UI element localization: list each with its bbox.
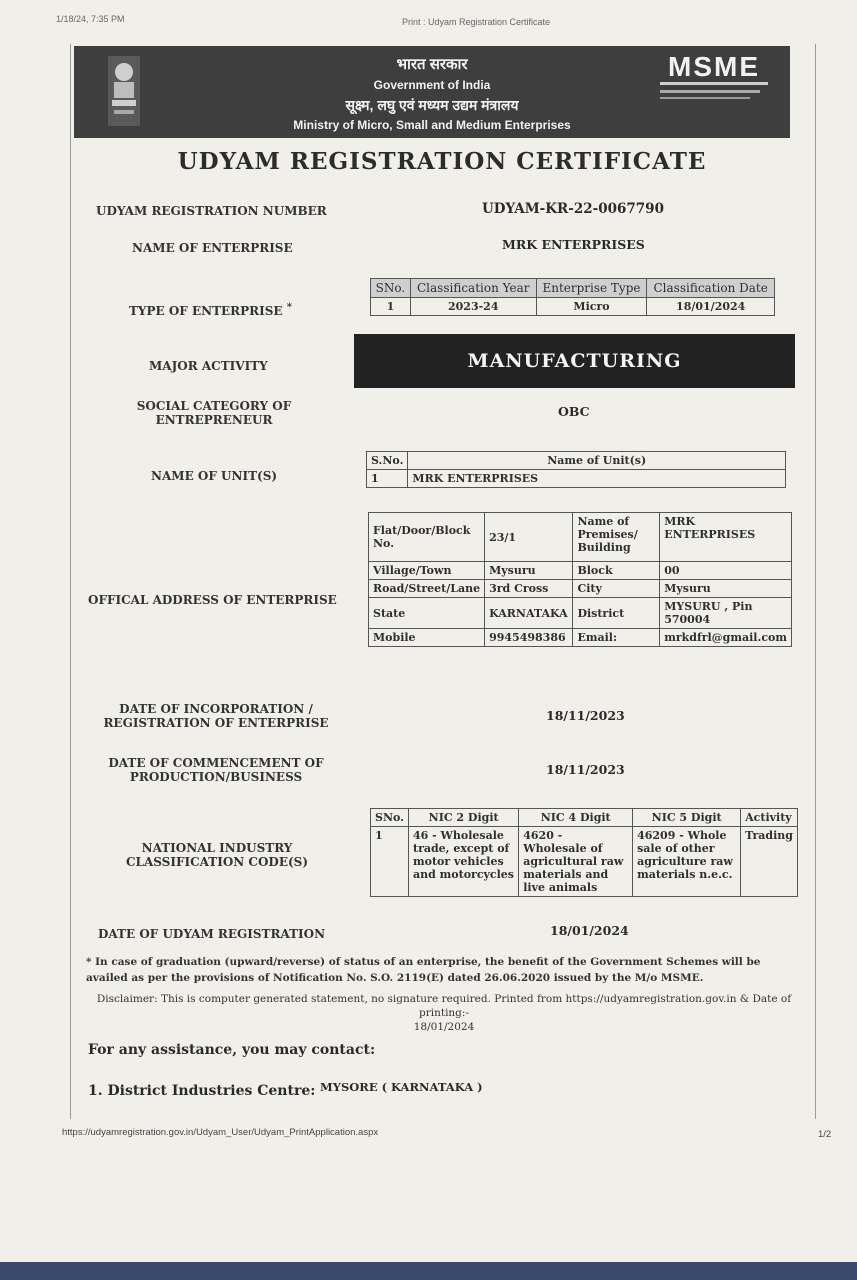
table-cell: District: [573, 598, 660, 629]
nic-label-line2: CLASSIFICATION CODE(S): [125, 855, 309, 869]
footer-page-number: 1/2: [818, 1129, 832, 1140]
nic-label-line1: NATIONAL INDUSTRY: [141, 841, 293, 855]
table-cell: 1: [371, 298, 411, 316]
table-cell: Mysuru: [485, 562, 573, 580]
table-row: [367, 470, 786, 488]
incorporation-date-label-line1: DATE OF INCORPORATION /: [119, 702, 313, 716]
ministry-text: Ministry of Micro, Small and Medium Enterprises: [293, 118, 571, 132]
reg-number-value: UDYAM-KR-22-0067790: [482, 201, 664, 217]
hindi-ministry-text: सूक्ष्म, लघु एवं मध्यम उद्यम मंत्रालय: [345, 97, 519, 113]
background-strip: [0, 1262, 857, 1280]
table-cell: Mobile: [369, 629, 485, 647]
certificate-title: UDYAM REGISTRATION CERTIFICATE: [177, 148, 707, 175]
table-header: Classification Year: [410, 279, 536, 298]
reg-number-label: UDYAM REGISTRATION NUMBER: [96, 204, 327, 218]
assistance-item-value: MYSORE ( KARNATAKA ): [320, 1080, 483, 1094]
table-header: Enterprise Type: [536, 279, 647, 298]
enterprise-name-value: MRK ENTERPRISES: [502, 237, 645, 252]
commencement-date-label-line2: PRODUCTION/BUSINESS: [129, 770, 303, 784]
table-row: [369, 562, 792, 580]
table-cell: Mysuru: [660, 580, 792, 598]
nic-table: [370, 808, 798, 897]
table-cell: 46209 - Whole sale of other agriculture raw materials n.e.c.: [633, 827, 741, 897]
enterprise-type-star: *: [286, 302, 293, 313]
table-header: Name of Unit(s): [408, 452, 786, 470]
msme-logo-text: MSME: [668, 51, 760, 82]
social-category-label-line1: SOCIAL CATEGORY OF: [136, 399, 292, 413]
table-cell: 9945498386: [485, 629, 573, 647]
incorporation-date-value: 18/11/2023: [546, 708, 625, 723]
address-label: OFFICAL ADDRESS OF ENTERPRISE: [88, 593, 337, 607]
footer-url: https://udyamregistration.gov.in/Udyam_User/Udyam_PrintApplication.aspx: [62, 1127, 379, 1138]
graduation-note: * In case of graduation (upward/reverse) of status of an enterprise, the benefit of the Government Schemes will be availed as per the provisions of Notification No. S.O. 2119(E) dated 26.06.2020 issued by the M/o MSME.: [86, 956, 761, 984]
table-header: SNo.: [371, 809, 409, 827]
table-header-row: [371, 279, 775, 298]
table-cell: 2023-24: [410, 298, 536, 316]
government-banner: [74, 46, 790, 138]
table-row: [371, 827, 798, 897]
units-label: NAME OF UNIT(S): [151, 469, 278, 483]
print-page-title: Print : Udyam Registration Certificate: [402, 17, 551, 27]
table-cell: Trading: [741, 827, 798, 897]
msme-logo: [654, 50, 774, 104]
major-activity-value: MANUFACTURING: [354, 334, 795, 388]
table-row: [369, 580, 792, 598]
table-cell: Block: [573, 562, 660, 580]
table-cell: Flat/Door/Block No.: [369, 513, 485, 562]
table-cell: Email:: [573, 629, 660, 647]
table-cell: Name of Premises/ Building: [573, 513, 660, 562]
enterprise-type-label: [129, 302, 292, 318]
table-cell: 1: [371, 827, 409, 897]
print-datetime: 1/18/24, 7:35 PM: [56, 14, 125, 24]
table-header-row: [371, 809, 798, 827]
table-row: [369, 513, 792, 562]
table-row: [369, 598, 792, 629]
table-cell: MYSURU , Pin 570004: [660, 598, 792, 629]
table-cell: MRK ENTERPRISES: [660, 513, 792, 562]
nic-label: [110, 841, 324, 869]
table-header: Activity: [741, 809, 798, 827]
address-table: [368, 512, 792, 647]
commencement-date-label-line1: DATE OF COMMENCEMENT OF: [108, 756, 324, 770]
table-cell: 4620 - Wholesale of agricultural raw materials and live animals: [519, 827, 633, 897]
social-category-label: [114, 399, 314, 427]
table-cell: Road/Street/Lane: [369, 580, 485, 598]
assistance-item-label: 1. District Industries Centre:: [88, 1083, 316, 1099]
table-row: [369, 629, 792, 647]
table-cell: 00: [660, 562, 792, 580]
table-cell: Micro: [536, 298, 647, 316]
units-table: [366, 451, 786, 488]
table-cell: Village/Town: [369, 562, 485, 580]
commencement-date-value: 18/11/2023: [546, 762, 625, 777]
enterprise-type-table: [370, 278, 775, 316]
table-cell: mrkdfrl@gmail.com: [660, 629, 792, 647]
table-cell: 23/1: [485, 513, 573, 562]
hindi-govt-text: भारत सरकार: [396, 56, 468, 73]
major-activity-label: MAJOR ACTIVITY: [149, 359, 268, 373]
table-header: NIC 4 Digit: [519, 809, 633, 827]
table-cell: MRK ENTERPRISES: [408, 470, 786, 488]
table-cell: KARNATAKA: [485, 598, 573, 629]
table-header: S.No.: [367, 452, 408, 470]
table-cell: 46 - Wholesale trade, except of motor vehicles and motorcycles: [408, 827, 518, 897]
table-cell: 18/01/2024: [647, 298, 775, 316]
assistance-heading: For any assistance, you may contact:: [88, 1042, 376, 1058]
incorporation-date-label: [96, 702, 336, 730]
disclaimer-line1: Disclaimer: This is computer generated statement, no signature required. Printed from https://udyamregistration.gov.in & Date of printing:-: [96, 993, 792, 1019]
table-header: Classification Date: [647, 279, 775, 298]
table-header: NIC 5 Digit: [633, 809, 741, 827]
table-cell: 3rd Cross: [485, 580, 573, 598]
table-header: NIC 2 Digit: [408, 809, 518, 827]
incorporation-date-label-line2: REGISTRATION OF ENTERPRISE: [103, 716, 329, 730]
registration-date-label: DATE OF UDYAM REGISTRATION: [98, 927, 326, 941]
enterprise-type-label-text: TYPE OF ENTERPRISE: [129, 304, 283, 318]
social-category-label-line2: ENTREPRENEUR: [155, 413, 273, 427]
disclaimer-line2: 18/01/2024: [413, 1021, 475, 1033]
table-cell: 1: [367, 470, 408, 488]
disclaimer: [86, 992, 802, 1034]
table-cell: State: [369, 598, 485, 629]
commencement-date-label: [96, 756, 336, 784]
social-category-value: OBC: [558, 404, 590, 419]
table-row: [371, 298, 775, 316]
table-header: SNo.: [371, 279, 411, 298]
table-header-row: [367, 452, 786, 470]
govt-text: Government of India: [373, 78, 491, 92]
enterprise-name-label: NAME OF ENTERPRISE: [132, 241, 293, 255]
table-cell: City: [573, 580, 660, 598]
registration-date-value: 18/01/2024: [550, 923, 629, 938]
